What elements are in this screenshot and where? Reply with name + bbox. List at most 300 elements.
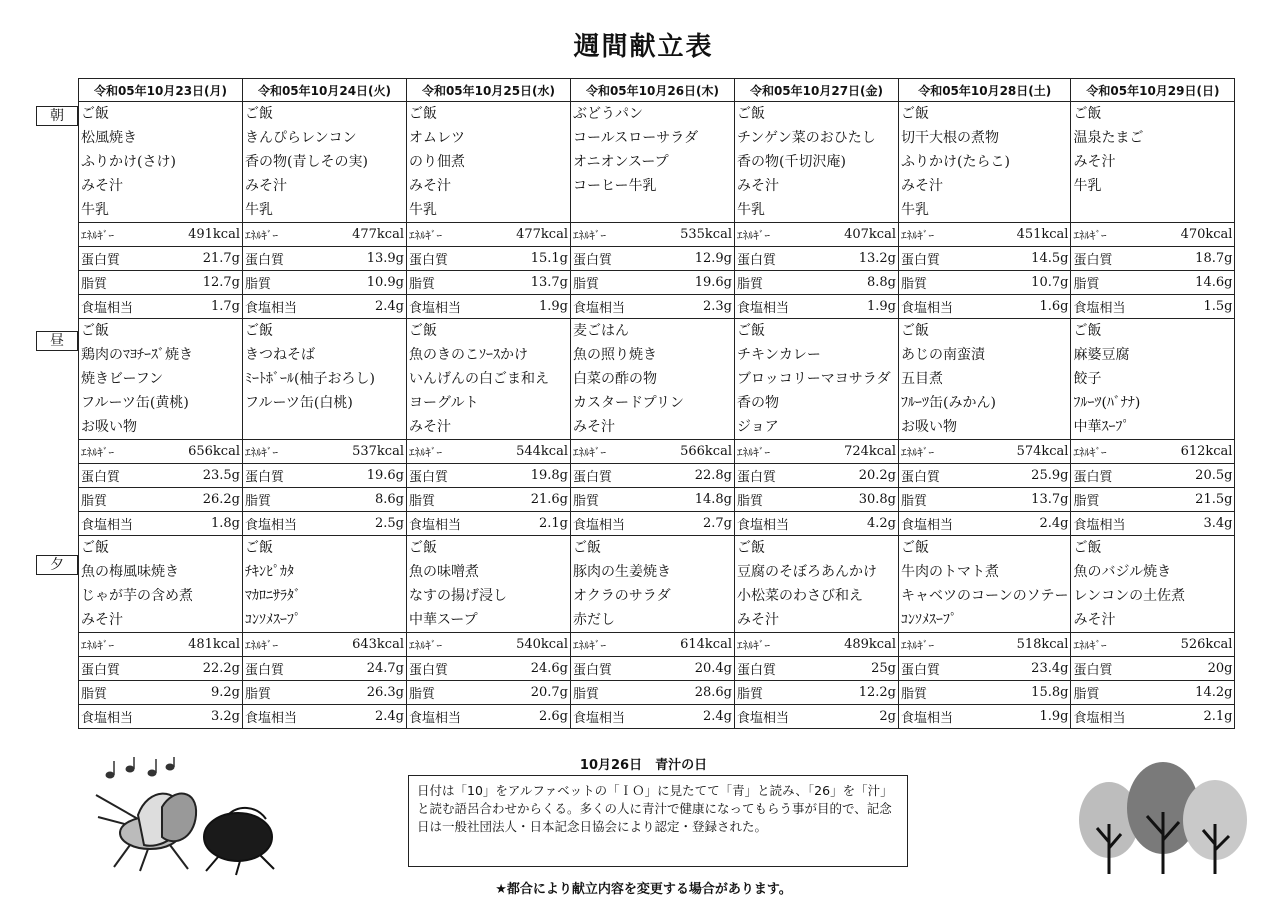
nutrient-value: 26.3g	[325, 681, 407, 705]
dish-item: みそ汁	[573, 419, 615, 435]
nutrient-label: ｴﾈﾙｷﾞｰ	[407, 223, 489, 247]
dish-item: ご飯	[245, 323, 273, 339]
trees-illustration	[1075, 762, 1255, 877]
nutrient-label: 蛋白質	[407, 247, 489, 271]
dish-item	[1073, 198, 1232, 222]
dish-item: ﾌﾙｰﾂ(ﾊﾞﾅﾅ)	[1073, 395, 1141, 411]
nutrient-label: 脂質	[407, 488, 489, 512]
dish-item: 魚の梅風味焼き	[81, 564, 179, 580]
dish-item: ご飯	[409, 323, 437, 339]
dish-item: みそ汁	[81, 612, 123, 628]
dish-cell	[899, 319, 1071, 440]
nutrient-value: 540kcal	[489, 633, 571, 657]
nutrient-value: 612kcal	[1153, 440, 1235, 464]
nutrient-value: 4.2g	[817, 512, 899, 536]
dish-item: コーヒー牛乳	[573, 178, 657, 194]
nutrient-label: 食塩相当	[735, 512, 817, 536]
nutrient-label: 脂質	[407, 271, 489, 295]
nutrient-label: 食塩相当	[243, 295, 325, 319]
dish-cell	[571, 536, 735, 633]
dish-item: ヨーグルト	[409, 395, 479, 411]
nutrient-value: 2.5g	[325, 512, 407, 536]
nutrient-label: 蛋白質	[571, 247, 653, 271]
nutrient-label: ｴﾈﾙｷﾞｰ	[735, 633, 817, 657]
nutrient-label: 脂質	[1071, 488, 1153, 512]
nutrient-label: 脂質	[899, 271, 985, 295]
dish-cell	[243, 536, 407, 633]
nutrient-label: ｴﾈﾙｷﾞｰ	[407, 633, 489, 657]
nutrient-value: 20g	[1153, 657, 1235, 681]
nutrient-label: 脂質	[571, 271, 653, 295]
nutrient-value: 1.7g	[161, 295, 243, 319]
nutrient-label: 蛋白質	[1071, 464, 1153, 488]
nutrient-value: 20.7g	[489, 681, 571, 705]
dish-item: 鶏肉のﾏﾖﾁｰｽﾞ焼き	[81, 347, 193, 363]
dish-item: 五目煮	[901, 371, 943, 387]
dish-item: 赤だし	[573, 612, 615, 628]
nutrient-value: 12.7g	[161, 271, 243, 295]
nutrient-value: 8.8g	[817, 271, 899, 295]
dish-item: ふりかけ(さけ)	[81, 154, 176, 170]
nutrient-value: 14.8g	[653, 488, 735, 512]
dish-item: 香の物	[737, 395, 779, 411]
nutrient-value: 1.8g	[161, 512, 243, 536]
nutrient-value: 14.5g	[985, 247, 1071, 271]
dish-item: ﾐｰﾄﾎﾞｰﾙ(柚子おろし)	[245, 371, 375, 387]
nutrient-value: 1.9g	[489, 295, 571, 319]
dish-item: 牛乳	[81, 202, 109, 218]
dish-item: キャベツのコーンのソテー	[901, 588, 1069, 604]
dish-item: 豆腐のそぼろあんかけ	[737, 564, 877, 580]
nutrient-label: 食塩相当	[735, 705, 817, 729]
dish-row	[79, 319, 1235, 440]
nutrient-value: 477kcal	[325, 223, 407, 247]
nutrient-value: 544kcal	[489, 440, 571, 464]
dish-item: きつねそば	[245, 347, 315, 363]
nutrient-value: 451kcal	[985, 223, 1071, 247]
nutrient-label: 脂質	[243, 681, 325, 705]
nutrient-value: 9.2g	[161, 681, 243, 705]
dish-item: 牛乳	[409, 202, 437, 218]
date-header: 令和05年10月28日(土)	[899, 79, 1071, 102]
dish-item: お吸い物	[81, 419, 137, 435]
nutrient-value: 2.3g	[653, 295, 735, 319]
dish-item: オニオンスープ	[573, 154, 669, 170]
dish-item: ご飯	[901, 323, 929, 339]
nutrient-label: ｴﾈﾙｷﾞｰ	[1071, 440, 1153, 464]
nutrient-label: 食塩相当	[735, 295, 817, 319]
nutrient-label: 食塩相当	[79, 295, 161, 319]
dish-item: ふりかけ(たらこ)	[901, 154, 1010, 170]
nutrient-value: 14.6g	[1153, 271, 1235, 295]
note-box: 日付は「10」をアルファベットの「ＩＯ」に見たてて「青」と読み、「26」を「汁」と読む語呂合わせからくる。多くの人に青汁で健康になってもらう事が目的で、記念日は一般社団法人・日本記念日協会により認定・登録された。	[408, 775, 908, 867]
dish-cell	[407, 102, 571, 223]
nutrient-label: ｴﾈﾙｷﾞｰ	[79, 633, 161, 657]
nutrient-label: ｴﾈﾙｷﾞｰ	[79, 223, 161, 247]
dish-cell	[407, 536, 571, 633]
dish-item: ご飯	[1073, 106, 1102, 122]
dish-item: みそ汁	[1073, 612, 1116, 628]
nutrient-value: 13.7g	[985, 488, 1071, 512]
nutrient-value: 3.4g	[1153, 512, 1235, 536]
nutrient-label: 脂質	[1071, 271, 1153, 295]
nutrient-label: 蛋白質	[571, 657, 653, 681]
nutrient-value: 535kcal	[653, 223, 735, 247]
nutrient-label: 脂質	[79, 681, 161, 705]
meal-label: 朝	[36, 106, 78, 126]
nutrient-label: 食塩相当	[899, 705, 985, 729]
nutrient-label: ｴﾈﾙｷﾞｰ	[243, 633, 325, 657]
nutrient-label: 脂質	[79, 271, 161, 295]
nutrient-value: 656kcal	[161, 440, 243, 464]
nutrient-value: 1.5g	[1153, 295, 1235, 319]
nutrient-label: ｴﾈﾙｷﾞｰ	[899, 440, 985, 464]
dish-cell	[79, 319, 243, 440]
dish-item: 白菜の酢の物	[573, 371, 657, 387]
nutrient-label: 蛋白質	[407, 657, 489, 681]
dish-item: 切干大根の煮物	[901, 130, 999, 146]
meal-label: 昼	[36, 331, 78, 351]
nutrient-value: 25.9g	[985, 464, 1071, 488]
nutrient-value: 518kcal	[985, 633, 1071, 657]
nutrient-label: 蛋白質	[735, 247, 817, 271]
nutrient-value: 3.2g	[161, 705, 243, 729]
dish-item: ご飯	[901, 540, 929, 556]
dish-item: ぶどうパン	[573, 106, 643, 122]
nutrient-label: 脂質	[1071, 681, 1153, 705]
nutrient-value: 30.8g	[817, 488, 899, 512]
nutrient-label: ｴﾈﾙｷﾞｰ	[571, 223, 653, 247]
dish-item: みそ汁	[737, 612, 779, 628]
nutrient-value: 537kcal	[325, 440, 407, 464]
nutrient-value: 26.2g	[161, 488, 243, 512]
nutrient-value: 614kcal	[653, 633, 735, 657]
dish-item: ブロッコリーマヨサラダ	[737, 371, 891, 387]
nutrient-value: 22.2g	[161, 657, 243, 681]
dish-item: 香の物(青しその実)	[245, 154, 368, 170]
dish-cell	[1071, 536, 1235, 633]
nutrition-row	[79, 295, 1235, 319]
dish-item: ご飯	[1073, 540, 1102, 556]
nutrient-value: 2.6g	[489, 705, 571, 729]
dish-item: ﾌﾙｰﾂ缶(みかん)	[901, 395, 996, 411]
nutrient-value: 24.6g	[489, 657, 571, 681]
nutrient-value: 23.5g	[161, 464, 243, 488]
dish-item: オクラのサラダ	[573, 588, 671, 604]
dish-cell	[407, 319, 571, 440]
dish-item: ご飯	[737, 106, 765, 122]
nutrient-value: 22.8g	[653, 464, 735, 488]
dish-item: いんげんの白ごま和え	[409, 371, 549, 387]
dish-item: 餃子	[1073, 371, 1102, 387]
nutrition-row	[79, 657, 1235, 681]
nutrient-label: ｴﾈﾙｷﾞｰ	[735, 223, 817, 247]
nutrient-value: 15.1g	[489, 247, 571, 271]
nutrition-row	[79, 681, 1235, 705]
dish-row	[79, 536, 1235, 633]
nutrient-label: 蛋白質	[407, 464, 489, 488]
nutrient-value: 407kcal	[817, 223, 899, 247]
dish-item: なすの揚げ浸し	[409, 588, 507, 604]
nutrient-value: 13.2g	[817, 247, 899, 271]
nutrient-label: 食塩相当	[1071, 512, 1153, 536]
nutrient-value: 10.9g	[325, 271, 407, 295]
nutrient-label: 蛋白質	[1071, 247, 1153, 271]
dish-item: ご飯	[245, 540, 273, 556]
dish-item: 魚のきのこｿｰｽかけ	[409, 347, 528, 363]
nutrition-row	[79, 271, 1235, 295]
nutrient-label: ｴﾈﾙｷﾞｰ	[899, 633, 985, 657]
nutrition-row	[79, 440, 1235, 464]
nutrient-label: ｴﾈﾙｷﾞｰ	[899, 223, 985, 247]
nutrient-value: 19.6g	[653, 271, 735, 295]
dish-item	[573, 198, 732, 222]
dish-item: 魚の照り焼き	[573, 347, 657, 363]
dish-item: ご飯	[1073, 323, 1102, 339]
caption-title: 10月26日 青汁の日	[579, 758, 708, 773]
dish-item: ご飯	[409, 106, 437, 122]
nutrient-value: 12.2g	[817, 681, 899, 705]
nutrient-label: 脂質	[735, 488, 817, 512]
nutrient-value: 21.5g	[1153, 488, 1235, 512]
dish-cell	[243, 319, 407, 440]
nutrient-value: 2.1g	[489, 512, 571, 536]
nutrient-value: 14.2g	[1153, 681, 1235, 705]
nutrient-value: 477kcal	[489, 223, 571, 247]
dish-item: ジョア	[737, 419, 779, 435]
dish-item: ご飯	[81, 323, 109, 339]
nutrient-label: 脂質	[571, 488, 653, 512]
dish-item: 松風焼き	[81, 130, 137, 146]
nutrient-value: 2.1g	[1153, 705, 1235, 729]
nutrient-value: 19.6g	[325, 464, 407, 488]
nutrient-value: 23.4g	[985, 657, 1071, 681]
nutrient-label: 蛋白質	[571, 464, 653, 488]
dish-item	[245, 415, 404, 439]
nutrient-label: ｴﾈﾙｷﾞｰ	[1071, 633, 1153, 657]
nutrient-value: 25g	[817, 657, 899, 681]
nutrient-value: 20.4g	[653, 657, 735, 681]
nutrient-label: 食塩相当	[571, 295, 653, 319]
nutrition-row	[79, 705, 1235, 729]
dish-item: 牛乳	[245, 202, 273, 218]
nutrient-label: 脂質	[243, 271, 325, 295]
nutrition-row	[79, 247, 1235, 271]
dish-item: 牛乳	[1073, 178, 1102, 194]
nutrient-value: 470kcal	[1153, 223, 1235, 247]
nutrient-label: 食塩相当	[79, 512, 161, 536]
nutrient-label: 食塩相当	[407, 512, 489, 536]
dish-item: きんぴらレンコン	[245, 130, 357, 146]
date-header: 令和05年10月23日(月)	[79, 79, 243, 102]
nutrient-value: 574kcal	[985, 440, 1071, 464]
dish-item: 牛乳	[901, 202, 929, 218]
nutrient-label: 蛋白質	[899, 657, 985, 681]
nutrient-label: 蛋白質	[243, 247, 325, 271]
nutrient-label: 脂質	[735, 271, 817, 295]
nutrient-value: 20.2g	[817, 464, 899, 488]
dish-item: みそ汁	[901, 178, 943, 194]
dish-item: ｺﾝｿﾒｽｰﾌﾟ	[245, 612, 301, 628]
dish-item: ご飯	[573, 540, 601, 556]
dish-item: コールスローサラダ	[573, 130, 699, 146]
nutrient-value: 2g	[817, 705, 899, 729]
nutrient-label: ｴﾈﾙｷﾞｰ	[571, 633, 653, 657]
nutrient-value: 24.7g	[325, 657, 407, 681]
nutrient-value: 19.8g	[489, 464, 571, 488]
dish-item: レンコンの土佐煮	[1073, 588, 1186, 604]
nutrient-label: 脂質	[571, 681, 653, 705]
dish-cell	[1071, 102, 1235, 223]
nutrient-label: 食塩相当	[899, 512, 985, 536]
nutrient-label: ｴﾈﾙｷﾞｰ	[243, 440, 325, 464]
nutrient-label: ｴﾈﾙｷﾞｰ	[407, 440, 489, 464]
dish-item: のり佃煮	[409, 154, 465, 170]
dish-cell	[1071, 319, 1235, 440]
nutrient-value: 2.4g	[325, 295, 407, 319]
nutrient-label: 食塩相当	[407, 705, 489, 729]
dish-item: チンゲン菜のおひたし	[737, 130, 876, 146]
nutrient-label: 蛋白質	[735, 464, 817, 488]
nutrient-value: 8.6g	[325, 488, 407, 512]
nutrient-value: 1.9g	[985, 705, 1071, 729]
nutrient-value: 15.8g	[985, 681, 1071, 705]
date-header: 令和05年10月27日(金)	[735, 79, 899, 102]
nutrient-label: 蛋白質	[243, 657, 325, 681]
dish-item: チキンカレー	[737, 347, 821, 363]
nutrient-label: 食塩相当	[899, 295, 985, 319]
dish-item: ｺﾝｿﾒｽｰﾌﾟ	[901, 612, 957, 628]
dish-item: ﾁｷﾝﾋﾟｶﾀ	[245, 564, 294, 580]
dish-item: 魚のバジル焼き	[1073, 564, 1172, 580]
nutrient-value: 10.7g	[985, 271, 1071, 295]
dish-item: オムレツ	[409, 130, 465, 146]
dish-item: みそ汁	[245, 178, 287, 194]
dish-item: 豚肉の生姜焼き	[573, 564, 671, 580]
dish-cell	[571, 102, 735, 223]
dish-cell	[899, 102, 1071, 223]
nutrient-value: 18.7g	[1153, 247, 1235, 271]
nutrient-value: 491kcal	[161, 223, 243, 247]
nutrient-label: ｴﾈﾙｷﾞｰ	[735, 440, 817, 464]
nutrient-label: 蛋白質	[243, 464, 325, 488]
nutrient-value: 20.5g	[1153, 464, 1235, 488]
dish-row	[79, 102, 1235, 223]
nutrient-value: 643kcal	[325, 633, 407, 657]
nutrient-value: 481kcal	[161, 633, 243, 657]
nutrient-value: 13.7g	[489, 271, 571, 295]
dish-item: ご飯	[737, 323, 765, 339]
nutrient-value: 489kcal	[817, 633, 899, 657]
meal-label: 夕	[36, 555, 78, 575]
dish-item: みそ汁	[409, 419, 451, 435]
nutrition-row	[79, 464, 1235, 488]
nutrition-row	[79, 512, 1235, 536]
dish-item: あじの南蛮漬	[901, 347, 985, 363]
nutrient-label: 食塩相当	[243, 705, 325, 729]
nutrient-label: 食塩相当	[571, 512, 653, 536]
dish-item: ご飯	[409, 540, 437, 556]
nutrient-label: 蛋白質	[79, 247, 161, 271]
nutrient-label: 脂質	[407, 681, 489, 705]
nutrient-label: 蛋白質	[1071, 657, 1153, 681]
nutrient-label: 脂質	[899, 681, 985, 705]
dish-item: 魚の味噌煮	[409, 564, 479, 580]
nutrient-label: 脂質	[243, 488, 325, 512]
page-title: 週間献立表	[573, 32, 714, 62]
dish-cell	[735, 319, 899, 440]
nutrient-label: 食塩相当	[571, 705, 653, 729]
nutrient-value: 566kcal	[653, 440, 735, 464]
nutrient-value: 1.6g	[985, 295, 1071, 319]
nutrient-label: ｴﾈﾙｷﾞｰ	[79, 440, 161, 464]
nutrition-row	[79, 223, 1235, 247]
dish-item: お吸い物	[901, 419, 957, 435]
dish-item: ご飯	[245, 106, 273, 122]
nutrient-label: 食塩相当	[79, 705, 161, 729]
dish-cell	[899, 536, 1071, 633]
dish-item: 焼きビーフン	[81, 371, 164, 387]
nutrient-value: 21.6g	[489, 488, 571, 512]
dish-item: ご飯	[81, 106, 109, 122]
nutrition-row	[79, 488, 1235, 512]
date-header: 令和05年10月29日(日)	[1071, 79, 1235, 102]
date-header: 令和05年10月24日(火)	[243, 79, 407, 102]
dish-item: 香の物(千切沢庵)	[737, 154, 846, 170]
dish-cell	[571, 319, 735, 440]
date-header: 令和05年10月26日(木)	[571, 79, 735, 102]
dish-item: じゃが芋の含め煮	[81, 588, 193, 604]
nutrient-label: ｴﾈﾙｷﾞｰ	[1071, 223, 1153, 247]
nutrient-label: 脂質	[79, 488, 161, 512]
dish-item: ﾏｶﾛﾆｻﾗﾀﾞ	[245, 588, 301, 604]
nutrient-value: 12.9g	[653, 247, 735, 271]
dish-item: みそ汁	[81, 178, 123, 194]
nutrient-value: 526kcal	[1153, 633, 1235, 657]
nutrient-value: 28.6g	[653, 681, 735, 705]
nutrient-label: 蛋白質	[79, 464, 161, 488]
nutrient-label: 脂質	[899, 488, 985, 512]
nutrient-value: 21.7g	[161, 247, 243, 271]
dish-item: 麦ごはん	[573, 323, 629, 339]
dish-cell	[79, 102, 243, 223]
nutrient-value: 1.9g	[817, 295, 899, 319]
nutrient-label: 食塩相当	[407, 295, 489, 319]
dish-item: みそ汁	[409, 178, 451, 194]
nutrient-value: 2.4g	[653, 705, 735, 729]
dish-item: みそ汁	[1073, 154, 1116, 170]
dish-item: 牛乳	[737, 202, 765, 218]
dish-item: フルーツ缶(白桃)	[245, 395, 353, 411]
nutrient-label: 脂質	[735, 681, 817, 705]
dish-item: みそ汁	[737, 178, 779, 194]
dish-cell	[735, 102, 899, 223]
dish-item: ご飯	[81, 540, 109, 556]
dish-item: ご飯	[901, 106, 929, 122]
beetles-singing-illustration	[78, 757, 288, 877]
nutrient-label: 食塩相当	[1071, 705, 1153, 729]
dish-item: 中華スープ	[409, 612, 478, 628]
nutrient-label: 蛋白質	[899, 247, 985, 271]
nutrient-value: 2.4g	[325, 705, 407, 729]
nutrient-label: 食塩相当	[1071, 295, 1153, 319]
nutrient-value: 724kcal	[817, 440, 899, 464]
nutrient-value: 2.4g	[985, 512, 1071, 536]
nutrient-label: 蛋白質	[899, 464, 985, 488]
dish-cell	[735, 536, 899, 633]
nutrient-label: ｴﾈﾙｷﾞｰ	[571, 440, 653, 464]
dish-cell	[79, 536, 243, 633]
